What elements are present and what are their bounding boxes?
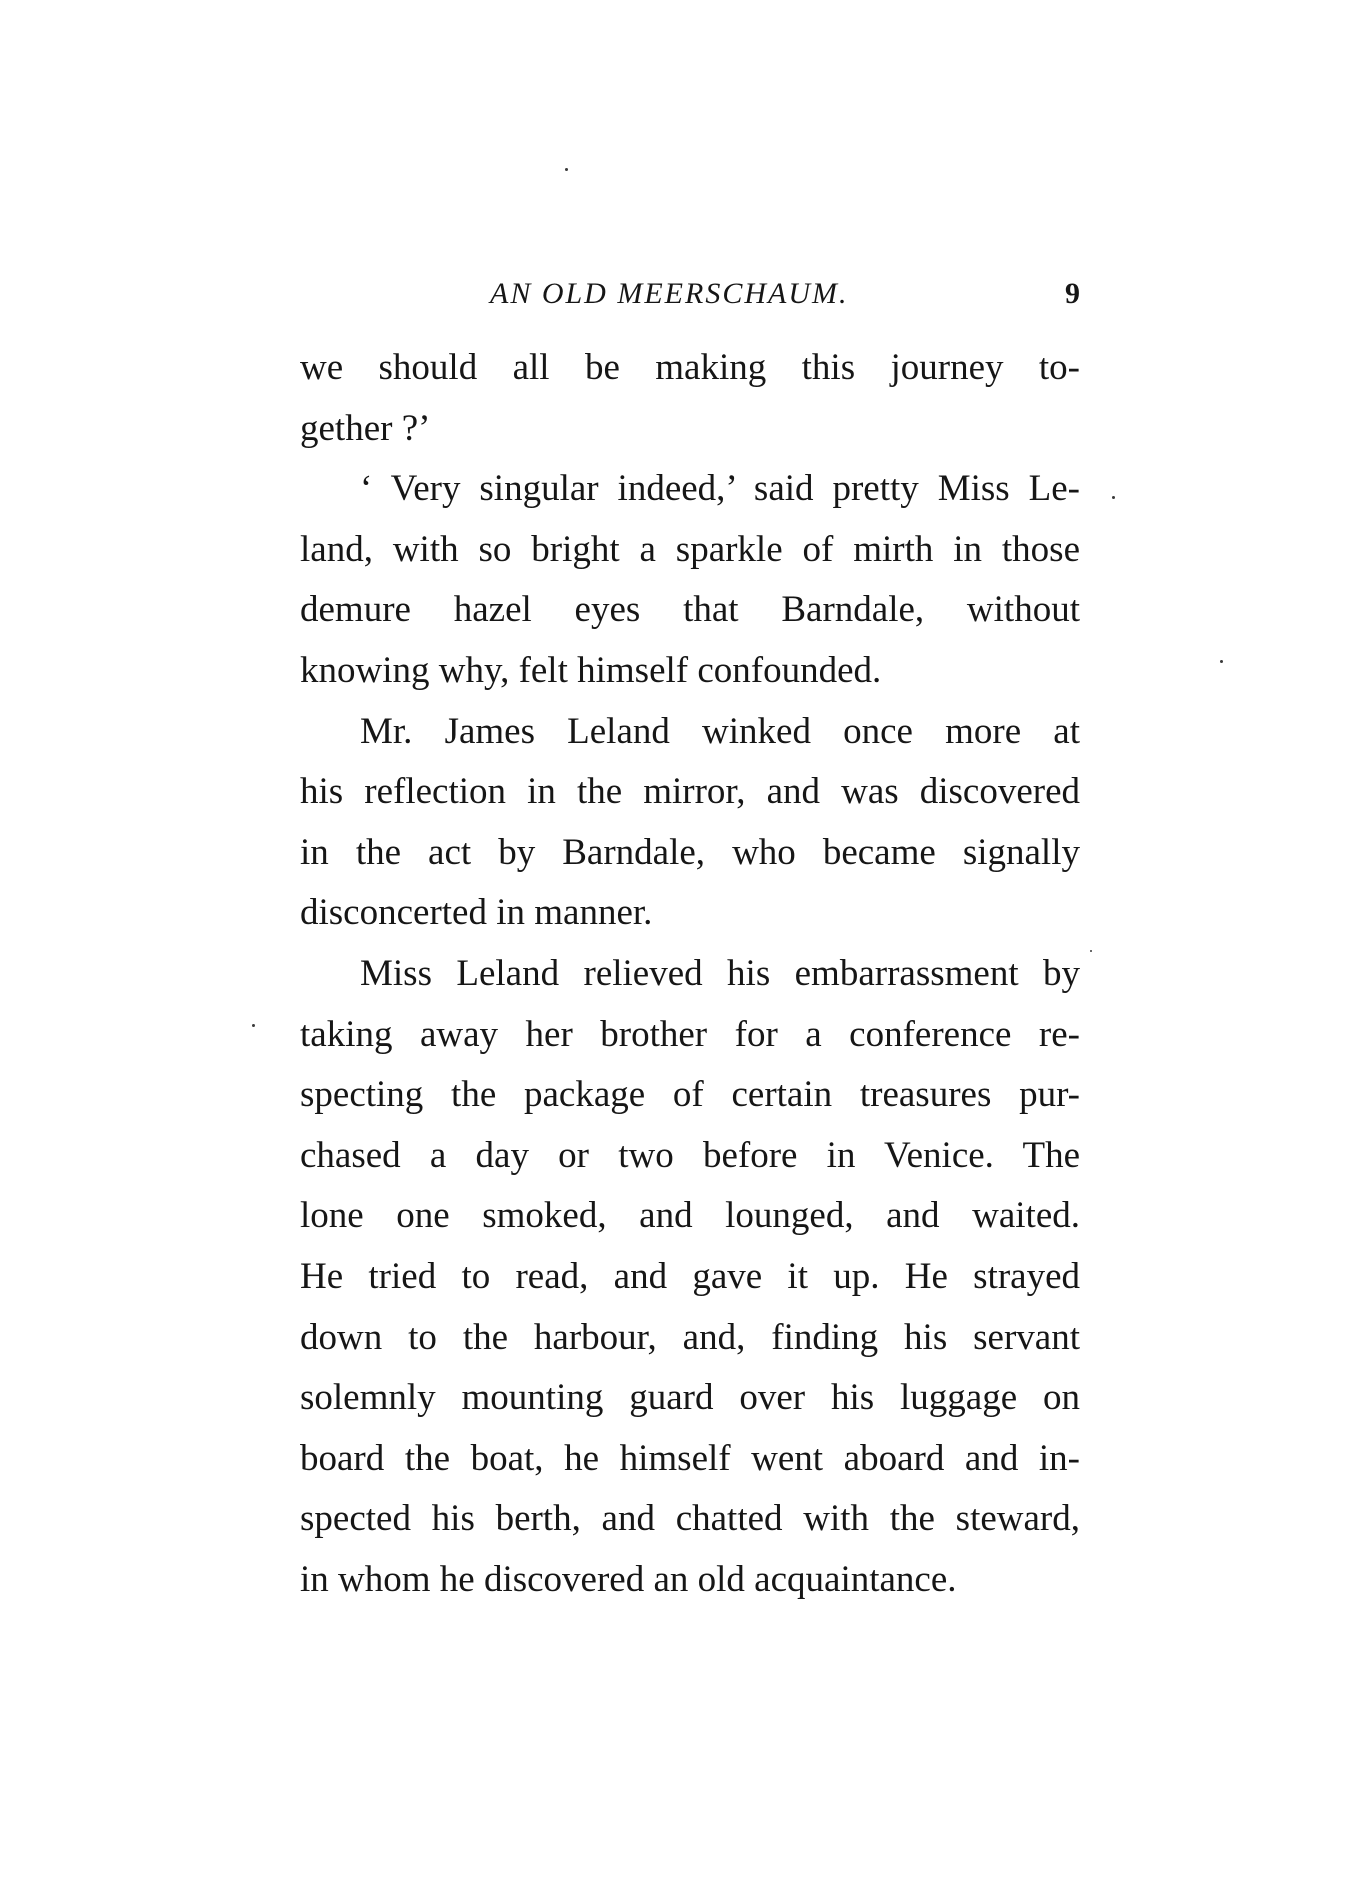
- text-line: chased a day or two before in Venice. The: [300, 1134, 1080, 1176]
- running-title: AN OLD MEERSCHAUM.: [490, 277, 849, 310]
- text-line: spected his berth, and chatted with the steward,: [300, 1498, 1080, 1540]
- text-line: gether ?’: [300, 407, 431, 449]
- text-line: his reflection in the mirror, and was discovered: [300, 771, 1080, 813]
- text-line: knowing why, felt himself confounded.: [300, 649, 882, 691]
- scan-speck: [1090, 950, 1092, 952]
- text-line: ‘ Very singular indeed,’ said pretty Miss Le-: [360, 468, 1080, 510]
- text-line: taking away her brother for a conference re-: [300, 1013, 1080, 1055]
- text-line: solemnly mounting guard over his luggage on: [300, 1377, 1080, 1419]
- page-number: 9: [1065, 277, 1080, 310]
- text-line: specting the package of certain treasures pur-: [300, 1074, 1080, 1116]
- paragraph: [300, 702, 1080, 944]
- body-text: [300, 338, 1080, 1610]
- text-line: disconcerted in manner.: [300, 892, 653, 934]
- paragraph: [300, 338, 1080, 459]
- text-line: Miss Leland relieved his embarrassment by: [360, 952, 1080, 994]
- text-line: in the act by Barndale, who became signally: [300, 831, 1080, 873]
- paragraph: [300, 944, 1080, 1611]
- text-line: in whom he discovered an old acquaintance.: [300, 1558, 957, 1600]
- text-line: down to the harbour, and, finding his servant: [300, 1316, 1080, 1358]
- scan-speck: [252, 1024, 255, 1027]
- text-line: lone one smoked, and lounged, and waited.: [300, 1195, 1080, 1237]
- text-line: He tried to read, and gave it up. He strayed: [300, 1255, 1080, 1297]
- text-line: board the boat, he himself went aboard and in-: [300, 1437, 1080, 1479]
- scan-speck: [565, 168, 568, 171]
- paragraph: [300, 459, 1080, 701]
- text-line: land, with so bright a sparkle of mirth in those: [300, 528, 1080, 570]
- text-line: demure hazel eyes that Barndale, without: [300, 589, 1080, 631]
- text-line: we should all be making this journey to-: [300, 347, 1080, 388]
- running-header: [300, 270, 1080, 318]
- text-line: Mr. James Leland winked once more at: [360, 710, 1080, 752]
- scan-speck: [1112, 496, 1115, 499]
- scan-speck: [1220, 660, 1223, 663]
